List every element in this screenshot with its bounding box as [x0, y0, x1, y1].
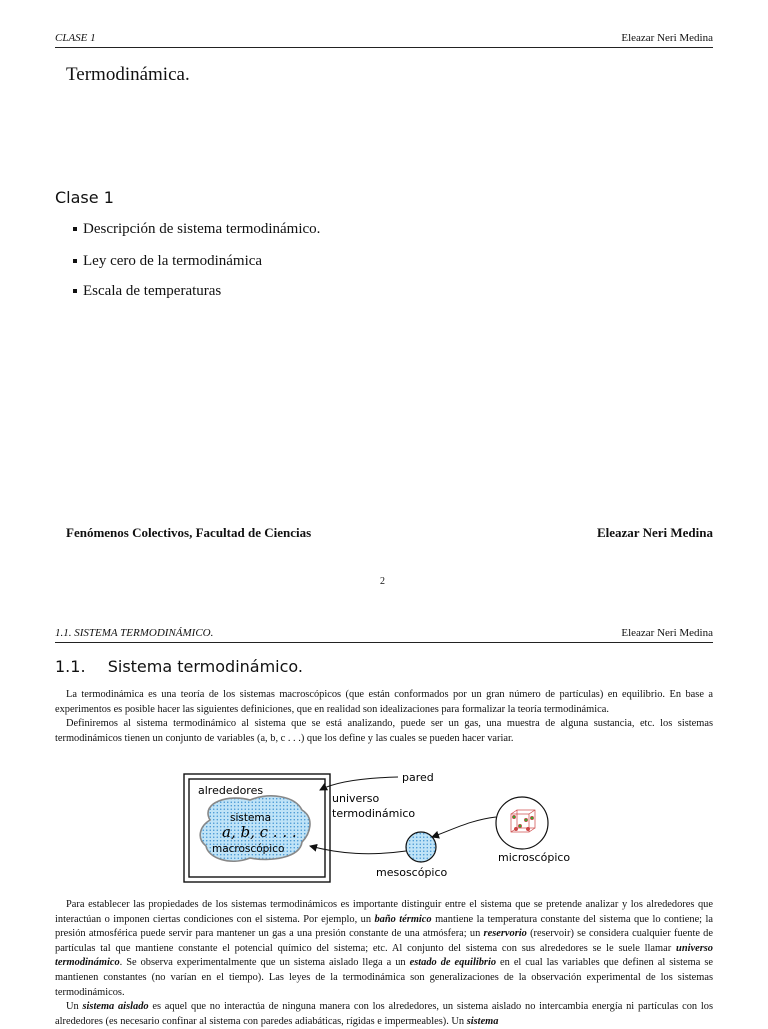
label-microscopico: microscópico [498, 851, 571, 864]
bullet-text: Escala de temperaturas [83, 283, 222, 299]
pared-arrow [320, 777, 398, 790]
bullet-text: Descripción de sistema termodinámico. [83, 221, 321, 237]
page-number: 2 [380, 576, 385, 587]
label-pared: pared [402, 771, 434, 784]
page2-header-left: 1.1. SISTEMA TERMODINÁMICO. [55, 627, 214, 639]
paragraph-3: Para establecer las propiedades de los sistemas termodinámicos es importante distinguir entre el sistema que se pretende analizar y los alrededores que interactúan o imponen ciertas condiciones con el sistema. Por ejemplo, un baño térmico mantiene la temperatura constante del sistema que lo contiene; la presión atmosférica puede servir para mantener un gas a una presión constante de una atmósfera; un reservorio (reservoir) se considera cualquier fuente de partículas tal que mantiene constante el potencial químico del sistema; etc. Al conjunto del sistema con sus alrededores se le suele llamar universo termodinámico. Se observa experimentalmente que un sistema aislado llega a un estado de equilibrio en el cual las variables que definen al sistema se mantienen constantes (no varían en el tiempo). Las leyes de la termodinámica son generalizaciones de la observación experimental de los sistemas termodinámicos. [55, 899, 714, 998]
label-universo: universo [332, 792, 380, 805]
label-alrededores: alrededores [198, 784, 264, 797]
bullet-icon [73, 227, 77, 231]
page1-title: Termodinámica. [66, 64, 190, 85]
paragraph-4: Un sistema aislado es aquel que no interactúa de ninguna manera con los alrededores, un sistema aislado no intercambia energía ni partículas con los alrededores (es necesario confinar al sistema con paredes adiabáticas, rígidas e impermeables). Un sistema [55, 1001, 714, 1027]
bullet-icon [73, 289, 77, 293]
mesoscopic-circle [406, 832, 436, 862]
page1-section-heading: Clase 1 [55, 188, 114, 207]
thermodynamic-system-diagram [170, 762, 590, 892]
label-sistema: sistema [230, 812, 272, 824]
bullet-text: Ley cero de la termodinámica [83, 253, 263, 269]
label-macroscopico: macroscópico [212, 843, 285, 855]
page1-footer-left: Fenómenos Colectivos, Facultad de Ciencias [66, 525, 312, 540]
section-heading [55, 657, 303, 676]
bullet-item-2 [73, 253, 262, 270]
micro-arrow [432, 817, 496, 837]
paragraph-2: Definiremos al sistema termodinámico al sistema que se está analizando, puede ser un gas, una muestra de alguna sustancia, etc. los sistemas termodinámicos tienen un conjunto de variables (a, b, c . . .) que los define y las cuales se pueden hacer variar. [55, 718, 713, 744]
page1-header-right: Eleazar Neri Medina [621, 32, 713, 44]
page1-footer-right: Eleazar Neri Medina [596, 525, 713, 540]
bullet-item-3 [73, 283, 221, 300]
section-number: 1.1. [55, 657, 86, 676]
label-variables: a, b, c . . . [222, 823, 297, 841]
page2-header-right: Eleazar Neri Medina [621, 627, 713, 639]
label-mesoscopico: mesoscópico [376, 866, 448, 879]
page1-header-rule [55, 47, 713, 48]
paragraph-1: La termodinámica es una teoría de los sistemas macroscópicos (que están conformados por un gran número de partículas) en equilibrio. En base a experimentos es posible hacer las siguientes definiciones, que en realidad son idealizaciones para formalizar la teoría termodinámica. [55, 689, 713, 715]
section-title: Sistema termodinámico. [107, 657, 304, 676]
microscopic-circle [496, 797, 548, 849]
bullet-icon [73, 259, 77, 263]
body-paragraphs [55, 898, 713, 1029]
page2-header-rule [55, 642, 713, 643]
bullet-item-1 [73, 221, 320, 238]
page1-header-left: CLASE 1 [55, 32, 96, 44]
label-termodinamico: termodinámico [332, 807, 416, 820]
intro-paragraphs [55, 688, 713, 746]
